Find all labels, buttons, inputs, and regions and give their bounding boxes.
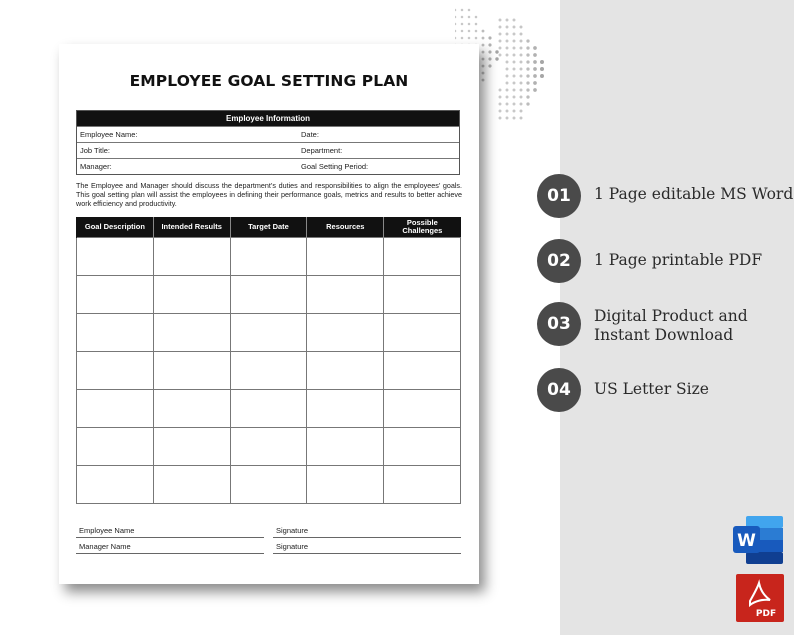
goal-cell [153,275,230,313]
goal-row [77,465,461,503]
goal-cell [153,465,230,503]
goal-row [77,427,461,465]
goal-cell [307,237,384,275]
employee-name-label: Employee Name: [80,130,138,139]
feature-text: 1 Page editable MS Word [594,185,794,203]
goal-cell [307,389,384,427]
goal-row [77,313,461,351]
svg-text:W: W [737,531,756,551]
feature-number-badge: 02 [537,239,581,283]
goal-row [77,275,461,313]
goal-cell [230,237,307,275]
info-row [77,158,459,174]
goal-row [77,351,461,389]
goal-cell [77,351,154,389]
intro-paragraph: The Employee and Manager should discuss the department’s duties and responsibilities to align the employees’ goals. This goal setting plan will assist the employees in defining their performance goals, metrics and results to better achieve work efficiency and productivity. [76,181,462,208]
goal-cell [384,313,461,351]
manager-label: Manager: [80,162,112,171]
halftone-arrow-decoration [455,0,635,140]
goal-cell [77,275,154,313]
goal-cell [77,465,154,503]
goal-cell [384,389,461,427]
info-row [77,126,459,142]
manager-name-signature-line: Manager Name [76,541,264,554]
svg-text:PDF: PDF [755,609,777,619]
date-label: Date: [301,130,319,139]
document-title: EMPLOYEE GOAL SETTING PLAN [129,72,409,90]
goal-cell [153,313,230,351]
goal-cell [230,275,307,313]
feature-number-badge: 03 [537,302,581,346]
employee-information-section [76,110,460,175]
feature-number-badge: 04 [537,368,581,412]
column-intended-results: Intended Results [153,217,230,237]
column-target-date: Target Date [230,217,307,237]
goal-cell [230,427,307,465]
pdf-icon [736,574,784,622]
goal-cell [77,389,154,427]
column-possible-challenges: Possible Challenges [384,217,461,237]
department-label: Department: [301,146,343,155]
goal-cell [307,351,384,389]
manager-signature-line: Signature [273,541,461,554]
goal-cell [384,275,461,313]
goal-cell [384,351,461,389]
goal-cell [153,389,230,427]
goal-cell [230,389,307,427]
goal-cell [77,237,154,275]
feature-text: 1 Page printable PDF [594,251,763,269]
column-resources: Resources [307,217,384,237]
goal-cell [307,465,384,503]
feature-number-badge: 01 [537,174,581,218]
job-title-label: Job Title: [80,146,111,155]
goal-cell [153,351,230,389]
goal-cell [384,237,461,275]
feature-text: US Letter Size [594,380,709,398]
goal-cell [384,465,461,503]
goal-row [77,237,461,275]
document-preview [59,44,479,584]
goal-setting-period-label: Goal Setting Period: [301,162,369,171]
goal-cell [230,351,307,389]
goals-table [76,217,461,504]
goal-cell [230,313,307,351]
goal-cell [307,275,384,313]
goal-cell [307,313,384,351]
ms-word-icon [732,515,784,565]
goal-cell [307,427,384,465]
goal-cell [153,237,230,275]
goal-row [77,389,461,427]
info-row [77,142,459,158]
goal-cell [384,427,461,465]
employee-information-header: Employee Information [77,111,459,126]
column-goal-description: Goal Description [77,217,154,237]
goal-cell [77,427,154,465]
goal-cell [77,313,154,351]
feature-text: Digital Product and Instant Download [594,307,748,344]
goal-cell [230,465,307,503]
goal-cell [153,427,230,465]
employee-signature-line: Signature [273,525,461,538]
employee-name-signature-line: Employee Name [76,525,264,538]
